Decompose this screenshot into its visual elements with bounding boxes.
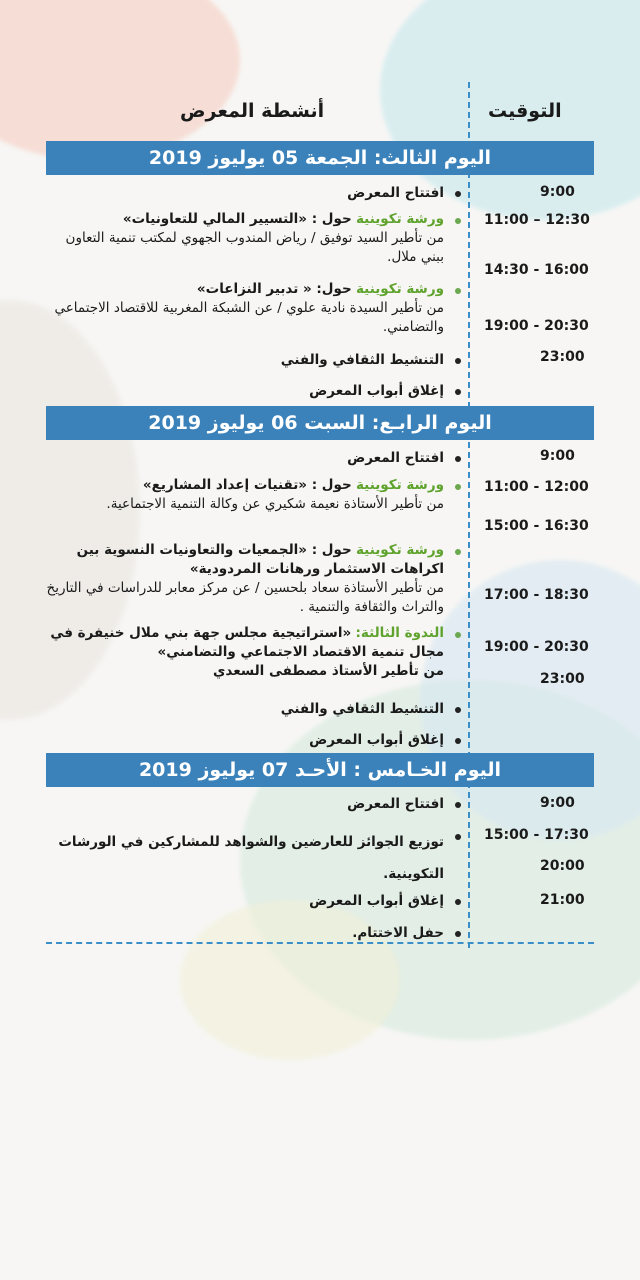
bullet bbox=[455, 484, 461, 490]
activity-item: افتتاح المعرض bbox=[347, 185, 444, 201]
time-slot: 9:00 bbox=[540, 184, 575, 200]
workshop-title: حول : «تقنيات إعداد المشاريع» bbox=[142, 477, 352, 493]
activity-item: إغلاق أبواب المعرض bbox=[309, 893, 444, 909]
activity-item: التنشيط الثقافي والفني bbox=[280, 352, 444, 368]
time-slot: 23:00 bbox=[540, 349, 585, 365]
bullet bbox=[455, 738, 461, 744]
workshop-title: حول : «التسيير المالي للتعاونيات» bbox=[122, 211, 352, 227]
bullet bbox=[455, 288, 461, 294]
activity-item: إغلاق أبواب المعرض bbox=[309, 732, 444, 748]
bullet bbox=[455, 899, 461, 905]
seminar-label: الندوة الثالثة: bbox=[355, 625, 444, 641]
activity-item bbox=[44, 280, 444, 337]
activity-item bbox=[44, 541, 444, 617]
activity-item: توزيع الجوائز للعارضين والشواهد للمشاركين في الورشات التكوينية. bbox=[58, 834, 444, 882]
time-slot: 15:00 - 17:30 bbox=[484, 827, 589, 843]
activity-item: التنشيط الثقافي والفني bbox=[280, 701, 444, 717]
time-slot: 11:00 - 12:00 bbox=[484, 479, 589, 495]
day-5-header: اليوم الخـامس : الأحـد 07 يوليوز 2019 bbox=[46, 753, 594, 787]
day-4-header: اليوم الرابـع: السبت 06 يوليوز 2019 bbox=[46, 406, 594, 440]
seminar-title: «استراتيجية مجلس جهة بني ملال خنيفرة في مجال تنمية الاقتصاد الاجتماعي والتضامني» bbox=[50, 625, 444, 660]
time-slot: 20:00 bbox=[540, 858, 585, 874]
bullet bbox=[455, 358, 461, 364]
workshop-detail: من تأطير الأستاذة سعاد بلحسين / عن مركز معابر للدراسات في التاريخ والتراث والثقافة والتنمية . bbox=[46, 580, 444, 615]
time-slot: 19:00 - 20:30 bbox=[484, 318, 589, 334]
time-slot: 17:00 - 18:30 bbox=[484, 587, 589, 603]
workshop-title: حول : «الجمعيات والتعاونيات النسوية بين اكراهات الاستثمار ورهانات المردودية» bbox=[76, 542, 444, 577]
workshop-title: حول: « تدبير النزاعات» bbox=[196, 281, 352, 297]
bullet bbox=[455, 931, 461, 937]
time-slot: 19:00 - 20:30 bbox=[484, 639, 589, 655]
time-slot: 15:00 - 16:30 bbox=[484, 518, 589, 534]
time-slot: 11:00 – 12:30 bbox=[484, 212, 590, 228]
workshop-detail: من تأطير السيدة نادية علوي / عن الشبكة المغربية للاقتصاد الاجتماعي والتضامني. bbox=[54, 300, 444, 335]
time-slot: 9:00 bbox=[540, 448, 575, 464]
column-divider bbox=[468, 82, 470, 948]
bullet bbox=[455, 549, 461, 555]
activity-item bbox=[104, 476, 444, 514]
seminar-detail: من تأطير الأستاذ مصطفى السعدي bbox=[213, 663, 444, 679]
activity-item bbox=[54, 210, 444, 267]
activity-item: افتتاح المعرض bbox=[347, 796, 444, 812]
time-slot: 14:30 - 16:00 bbox=[484, 262, 589, 278]
bullet bbox=[455, 707, 461, 713]
time-column-header: التوقيت bbox=[488, 100, 562, 122]
workshop-label: ورشة تكوينية bbox=[356, 211, 444, 227]
activity-item: حفل الاختتام. bbox=[352, 925, 444, 941]
activity-item: إغلاق أبواب المعرض bbox=[309, 383, 444, 399]
workshop-detail: من تأطير الأستاذة نعيمة شكيري عن وكالة التنمية الاجتماعية. bbox=[106, 496, 444, 512]
background-blob bbox=[0, 0, 240, 160]
bullet bbox=[455, 191, 461, 197]
activities-column-header: أنشطة المعرض bbox=[180, 100, 325, 122]
bullet bbox=[455, 389, 461, 395]
day-3-header: اليوم الثالث: الجمعة 05 يوليوز 2019 bbox=[46, 141, 594, 175]
bullet bbox=[455, 802, 461, 808]
activity-item: افتتاح المعرض bbox=[347, 450, 444, 466]
workshop-label: ورشة تكوينية bbox=[356, 281, 444, 297]
bullet bbox=[455, 456, 461, 462]
bullet bbox=[455, 834, 461, 840]
time-slot: 23:00 bbox=[540, 671, 585, 687]
time-slot: 9:00 bbox=[540, 795, 575, 811]
bullet bbox=[455, 218, 461, 224]
workshop-label: ورشة تكوينية bbox=[356, 477, 444, 493]
workshop-label: ورشة تكوينية bbox=[356, 542, 444, 558]
workshop-detail: من تأطير السيد توفيق / رياض المندوب الجهوي لمكتب تنمية التعاون ببني ملال. bbox=[65, 230, 444, 265]
activity-item bbox=[44, 624, 444, 681]
bullet bbox=[455, 632, 461, 638]
time-slot: 21:00 bbox=[540, 892, 585, 908]
